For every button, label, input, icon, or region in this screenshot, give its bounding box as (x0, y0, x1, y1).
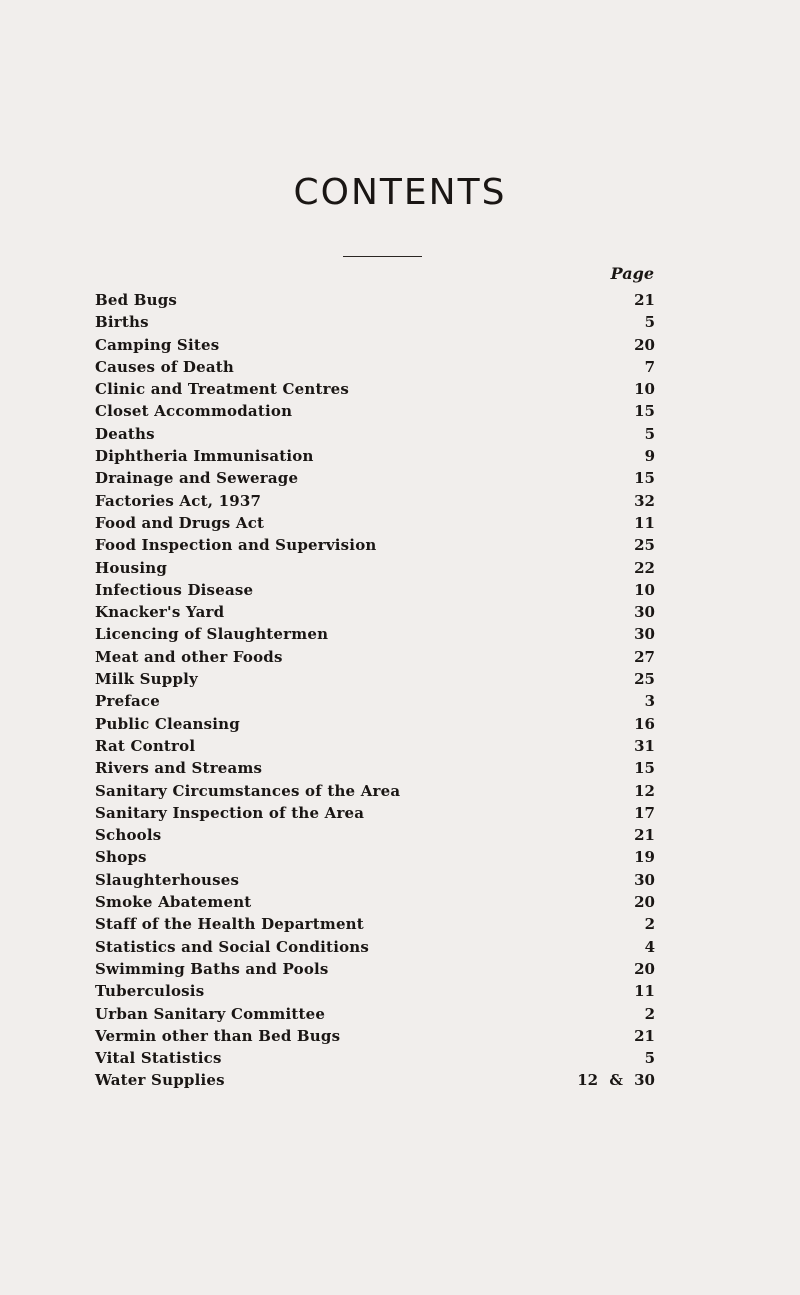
entry-page-number: 5 (644, 313, 655, 332)
entry-subject: Slaughterhouses (95, 870, 240, 889)
entry-page-number: 32 (634, 491, 655, 510)
contents-entry (95, 846, 655, 868)
entry-page-number: 5 (644, 1049, 655, 1068)
entry-subject: Bed Bugs (95, 291, 178, 309)
contents-entry (95, 356, 655, 378)
entry-subject: Milk Supply (95, 670, 198, 689)
contents-entry (95, 378, 655, 400)
entry-subject: Vermin other than Bed Bugs (95, 1026, 341, 1045)
contents-entry (95, 1003, 655, 1025)
entry-page-number: 15 (634, 469, 655, 488)
contents-entry (95, 334, 655, 356)
contents-entry (95, 400, 655, 422)
contents-entry (95, 512, 655, 534)
entry-subject: Deaths (95, 424, 155, 443)
contents-entry (95, 958, 655, 980)
entry-page-number: 15 (634, 402, 655, 421)
entry-page-number: 11 (634, 513, 655, 532)
contents-entry (95, 311, 655, 333)
entry-page-number: 11 (634, 982, 655, 1001)
title-divider (343, 256, 422, 257)
entry-subject: Sanitary Inspection of the Area (95, 803, 365, 822)
entry-subject: Food and Drugs Act (95, 513, 265, 532)
entry-subject: Vital Statistics (95, 1049, 222, 1068)
contents-entry (95, 445, 655, 467)
contents-entry (95, 891, 655, 913)
entry-subject: Meat and other Foods (95, 647, 283, 666)
entry-page-number: 25 (634, 670, 655, 689)
contents-entry (95, 980, 655, 1002)
entry-subject: Closet Accommodation (95, 402, 293, 421)
entry-page-number: 10 (634, 580, 655, 599)
entry-page-number: 7 (644, 357, 655, 376)
entry-page-number: 30 (634, 625, 655, 644)
contents-entry (95, 579, 655, 601)
entry-subject: Shops (95, 848, 147, 867)
entry-subject: Smoke Abatement (95, 893, 252, 912)
entry-subject: Staff of the Health Department (95, 915, 364, 934)
contents-entry (95, 1069, 655, 1091)
contents-list (95, 289, 655, 1092)
entry-subject: Public Cleansing (95, 714, 240, 733)
page-title: CONTENTS (293, 172, 507, 213)
contents-entry (95, 423, 655, 445)
contents-entry (95, 780, 655, 802)
contents-entry (95, 1025, 655, 1047)
contents-entry (95, 913, 655, 935)
contents-entry (95, 289, 655, 311)
entry-subject: Statistics and Social Conditions (95, 937, 370, 956)
page-column-heading: Page (610, 264, 654, 283)
entry-subject: Infectious Disease (95, 580, 254, 599)
contents-entry (95, 824, 655, 846)
entry-page-number: 16 (634, 714, 655, 733)
contents-entry (95, 1047, 655, 1069)
contents-entry (95, 557, 655, 579)
contents-entry (95, 869, 655, 891)
entry-subject: Camping Sites (95, 335, 220, 354)
entry-page-number: 21 (634, 291, 655, 309)
entry-page-number: 21 (634, 1026, 655, 1045)
entry-page-number: 4 (644, 937, 655, 956)
entry-page-number: 3 (644, 692, 655, 711)
entry-page-number: 2 (644, 915, 655, 934)
entry-subject: Knacker's Yard (95, 603, 225, 622)
entry-page-number: 27 (634, 647, 655, 666)
entry-subject: Schools (95, 826, 162, 845)
entry-subject: Rat Control (95, 736, 196, 755)
entry-page-number: 20 (634, 335, 655, 354)
entry-page-number: 10 (634, 380, 655, 399)
entry-page-number: 12 (634, 781, 655, 800)
contents-entry (95, 802, 655, 824)
contents-entry (95, 936, 655, 958)
entry-page-number: 20 (634, 893, 655, 912)
entry-page-number: 21 (634, 826, 655, 845)
entry-page-number: 20 (634, 959, 655, 978)
entry-page-number: 19 (634, 848, 655, 867)
entry-subject: Clinic and Treatment Centres (95, 380, 350, 399)
contents-entry (95, 623, 655, 645)
entry-subject: Housing (95, 558, 168, 577)
entry-page-number: 31 (634, 736, 655, 755)
entry-page-number: 12 & 30 (577, 1071, 655, 1090)
contents-entry (95, 713, 655, 735)
entry-subject: Drainage and Sewerage (95, 469, 299, 488)
contents-entry (95, 646, 655, 668)
contents-entry (95, 668, 655, 690)
entry-page-number: 25 (634, 536, 655, 555)
entry-page-number: 9 (644, 447, 655, 466)
contents-entry (95, 735, 655, 757)
contents-entry (95, 757, 655, 779)
entry-subject: Food Inspection and Supervision (95, 536, 377, 555)
entry-subject: Causes of Death (95, 357, 235, 376)
entry-subject: Factories Act, 1937 (95, 491, 262, 510)
contents-entry (95, 534, 655, 556)
entry-subject: Births (95, 313, 149, 332)
entry-subject: Licencing of Slaughtermen (95, 625, 329, 644)
entry-page-number: 30 (634, 870, 655, 889)
entry-page-number: 30 (634, 603, 655, 622)
contents-entry (95, 690, 655, 712)
contents-entry (95, 467, 655, 489)
contents-entry (95, 601, 655, 623)
entry-subject: Rivers and Streams (95, 759, 263, 778)
entry-subject: Swimming Baths and Pools (95, 959, 329, 978)
entry-page-number: 5 (644, 424, 655, 443)
contents-entry (95, 490, 655, 512)
entry-page-number: 17 (634, 803, 655, 822)
entry-page-number: 2 (644, 1004, 655, 1023)
entry-subject: Water Supplies (95, 1071, 225, 1090)
entry-subject: Diphtheria Immunisation (95, 447, 314, 466)
entry-page-number: 15 (634, 759, 655, 778)
entry-subject: Tuberculosis (95, 982, 205, 1001)
entry-page-number: 22 (634, 558, 655, 577)
entry-subject: Preface (95, 692, 160, 711)
entry-subject: Urban Sanitary Committee (95, 1004, 326, 1023)
entry-subject: Sanitary Circumstances of the Area (95, 781, 401, 800)
